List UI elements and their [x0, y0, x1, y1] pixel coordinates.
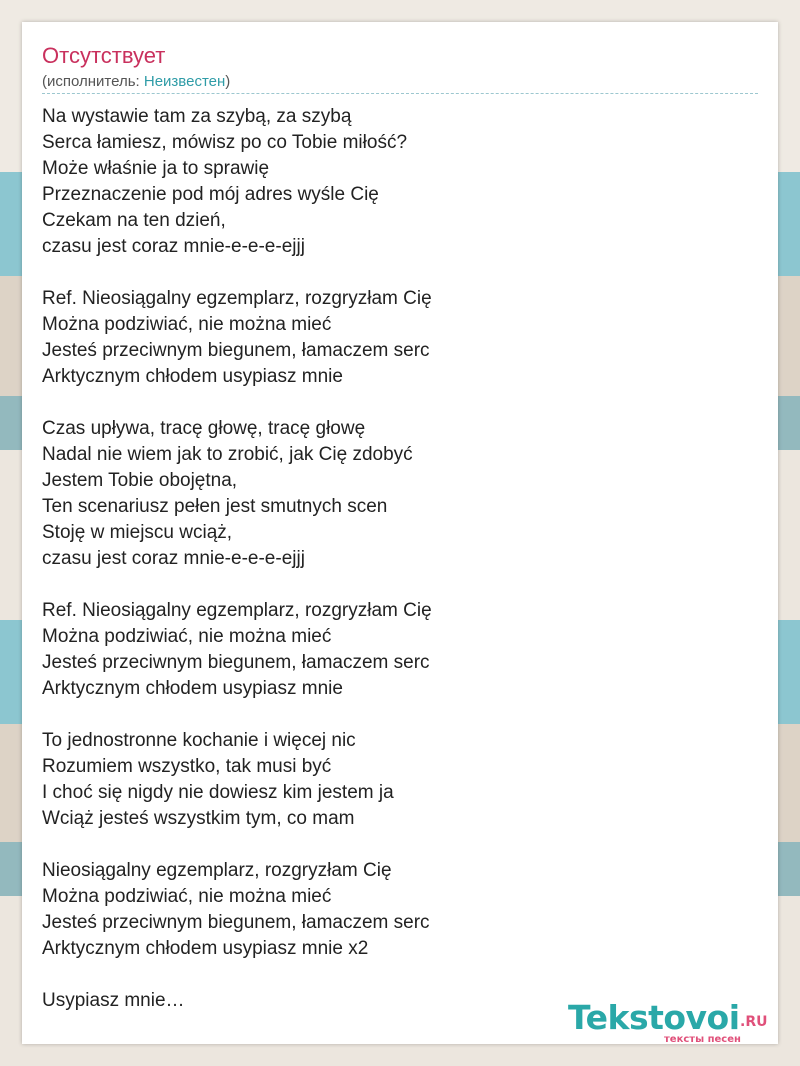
- lyrics-text: [42, 104, 742, 1014]
- lyric-line: Serca łamiesz, mówisz po co Tobie miłość?: [42, 132, 408, 153]
- lyric-line: Arktycznym chłodem usypiasz mnie: [42, 678, 343, 699]
- lyric-line: czasu jest coraz mnie-e-e-e-ejjj: [42, 548, 305, 569]
- lyric-line: To jednostronne kochanie i więcej nic: [42, 730, 356, 751]
- lyric-line: Czekam na ten dzień,: [42, 210, 226, 231]
- lyric-line: Przeznaczenie pod mój adres wyśle Cię: [42, 184, 379, 205]
- lyric-line: Stoję w miejscu wciąż,: [42, 522, 233, 543]
- lyric-line: Jesteś przeciwnym biegunem, łamaczem serc: [42, 912, 430, 933]
- title-divider: [42, 93, 758, 94]
- lyric-line: Jesteś przeciwnym biegunem, łamaczem serc: [42, 340, 430, 361]
- lyric-line: Można podziwiać, nie można mieć: [42, 314, 332, 335]
- lyric-line: Usypiasz mnie…: [42, 990, 185, 1011]
- stanza-break: [42, 962, 742, 988]
- performer-suffix: ): [225, 73, 231, 90]
- lyric-line: Nieosiągalny egzemplarz, rozgryzłam Cię: [42, 860, 392, 881]
- lyric-line: Ten scenariusz pełen jest smutnych scen: [42, 496, 388, 517]
- lyrics-card: [22, 22, 778, 1044]
- performer-prefix: (исполнитель:: [42, 73, 144, 90]
- lyric-line: Wciąż jesteś wszystkim tym, co mam: [42, 808, 355, 829]
- artist-link[interactable]: Неизвестен: [143, 73, 226, 90]
- lyric-line: Jesteś przeciwnym biegunem, łamaczem serc: [42, 652, 430, 673]
- lyric-line: Można podziwiać, nie można mieć: [42, 626, 332, 647]
- stanza-break: [42, 390, 742, 416]
- song-title: Отсутствует: [42, 43, 166, 68]
- lyric-line: czasu jest coraz mnie-e-e-e-ejjj: [42, 236, 305, 257]
- lyric-line: Rozumiem wszystko, tak musi być: [42, 756, 332, 777]
- lyric-line: Czas upływa, tracę głowę, tracę głowę: [42, 418, 366, 439]
- lyric-line: Arktycznym chłodem usypiasz mnie x2: [42, 938, 369, 959]
- stanza-break: [42, 702, 742, 728]
- logo-tagline: тексты песен: [664, 1034, 741, 1045]
- logo-wordmark: Tekstovoi: [568, 998, 740, 1037]
- logo-domain: .RU: [740, 1014, 768, 1030]
- lyric-line: Ref. Nieosiągalny egzemplarz, rozgryzłam Cię: [42, 600, 432, 621]
- stanza-break: [42, 572, 742, 598]
- lyric-line: Ref. Nieosiągalny egzemplarz, rozgryzłam Cię: [42, 288, 432, 309]
- stanza-break: [42, 832, 742, 858]
- performer-line: [42, 72, 230, 92]
- site-logo[interactable]: [568, 998, 778, 1048]
- lyric-line: I choć się nigdy nie dowiesz kim jestem ja: [42, 782, 394, 803]
- lyric-line: Arktycznym chłodem usypiasz mnie: [42, 366, 343, 387]
- lyric-line: Nadal nie wiem jak to zrobić, jak Cię zdobyć: [42, 444, 413, 465]
- lyric-line: Można podziwiać, nie można mieć: [42, 886, 332, 907]
- lyric-line: Jestem Tobie obojętna,: [42, 470, 238, 491]
- stanza-break: [42, 260, 742, 286]
- lyric-line: Na wystawie tam za szybą, za szybą: [42, 106, 352, 127]
- lyric-line: Może właśnie ja to sprawię: [42, 158, 270, 179]
